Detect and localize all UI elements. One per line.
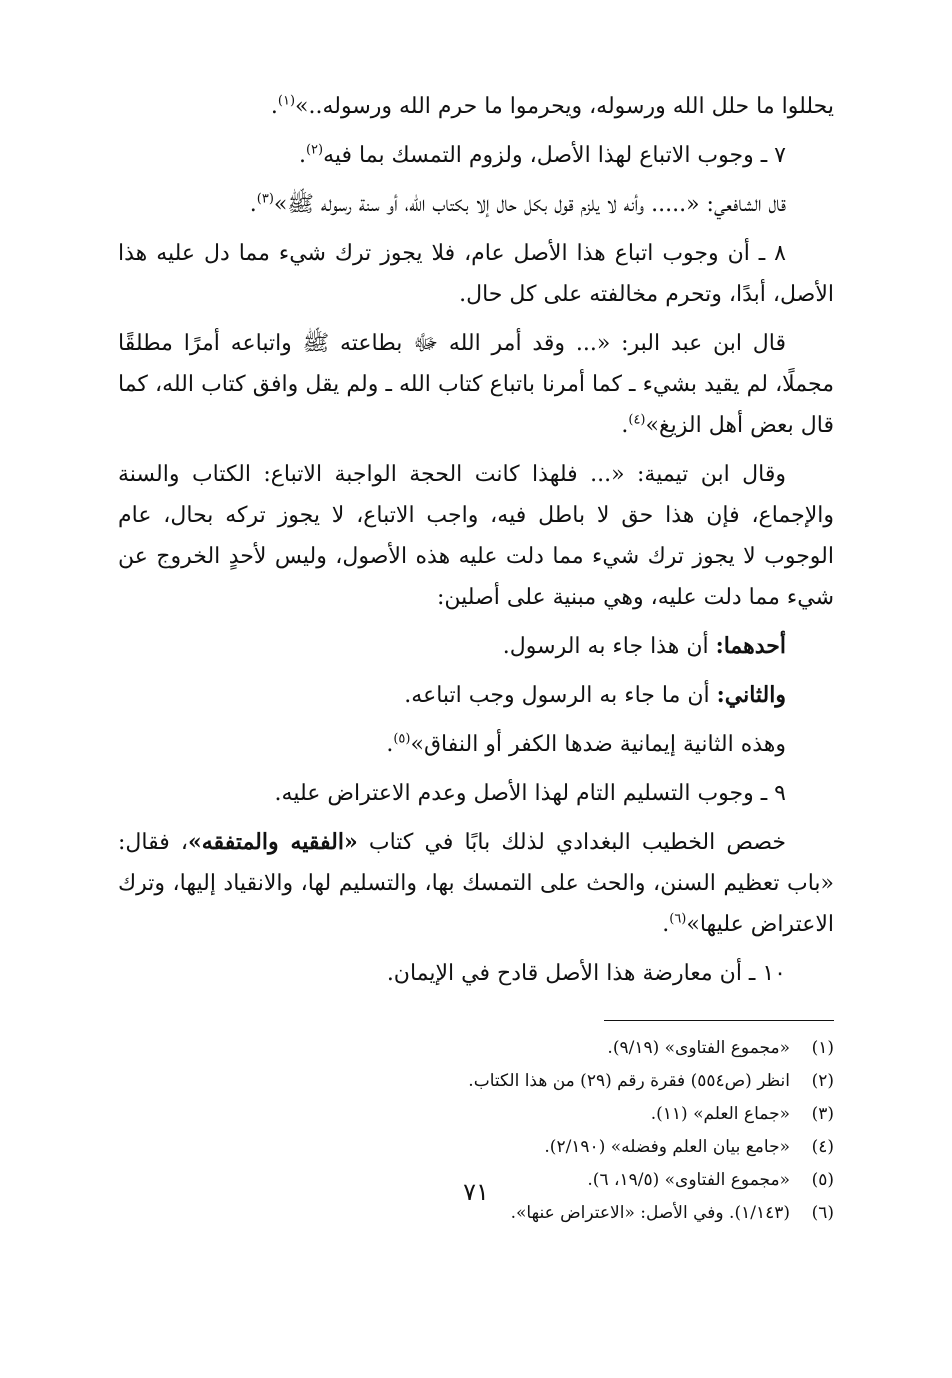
paragraph-1: يحللوا ما حلل الله ورسوله، ويحرموا ما حرم الله ورسوله..»$^{(١)}$. [270,93,834,119]
main-text [118,86,834,994]
footnote-ref-4[interactable]: (٤) [628,412,646,428]
footnote-ref-3[interactable]: (٣) [256,191,274,207]
footnote-ref-1[interactable]: (١) [277,93,296,109]
paragraph-ibn-abd-al-barr-quote: قال ابن عبد البر: «... وقد أمر الله ﷻ بطاعته ﷺ واتباعه أمرًا مطلقًا مجملًا، لم يقيد بشيء ـ كما أمرنا باتباع كتاب الله ـ ولم يقل وافق كتاب الله، كما قال بعض أهل الزيغ»$^{(٤)}$. [118,331,834,438]
paragraph-khatib-quote: خصص الخطيب البغدادي لذلك بابًا في كتاب «الفقيه والمتفقه»، فقال: «باب تعظيم السنن، والحث على التمسك بها، والتسليم لها، والانقياد إليها، وترك الاعتراض عليها»$^{(٦)}$. [118,829,834,937]
footnote-ref-6[interactable]: (٦) [669,911,687,927]
paragraph-point-9: ٩ ـ وجوب التسليم التام لهذا الأصل وعدم الاعتراض عليه. [274,781,786,806]
footnote-5: (٥) «مجموع الفتاوى» (١٩/٥، ٦). [587,1170,834,1190]
paragraph-point-10: ١٠ ـ أن معارضة هذا الأصل قادح في الإيمان. [386,961,786,986]
principle-second: والثاني: أن ما جاء به الرسول وجب اتباعه. [404,682,786,708]
paragraph-shafii-quote: قال الشافعي: «..... وأنه لا يلزم قول بكل حال إلا بكتاب الله، أو سنة رسوله ﷺ»$^{(٣)}$. [249,191,786,217]
paragraph-ibn-taymiyya-quote: وقال ابن تيمية: «... فلهذا كانت الحجة الواجبة الاتباع: الكتاب والسنة والإجماع، فإن هذا حق لا باطل فيه، واجب الاتباع، لا يجوز تركه بحال، عام الوجوب لا يجوز ترك شيء مما دلت عليه هذه الأصول، وليس لأحدٍ الخروج عن شيء مما دلت عليه، وهي مبنية على أصلين: [118,462,834,610]
footnote-6: (٦) (١/١٤٣). وفي الأصل: «الاعتراض عنها». [510,1203,834,1223]
paragraph-second-faith: وهذه الثانية إيمانية ضدها الكفر أو النفاق»$^{(٥)}$. [386,731,786,757]
footnote-2: (٢) انظر (ص٥٥٤) فقرة رقم (٢٩) من هذا الكتاب. [468,1071,834,1091]
footnote-1: (١) «مجموع الفتاوى» (٩/١٩). [607,1038,834,1058]
book-title: «الفقيه والمتفقه» [188,829,358,855]
footnote-ref-5[interactable]: (٥) [393,731,411,747]
footnote-4: (٤) «جامع بيان العلم وفضله» (٢/١٩٠). [544,1137,834,1157]
footnote-ref-2[interactable]: (٢) [305,142,324,158]
paragraph-point-7: ٧ ـ وجوب الاتباع لهذا الأصل، ولزوم التمسك بما فيه$^{(٢)}$. [298,142,786,168]
principle-first: أحدهما: أن هذا جاء به الرسول. [502,633,786,659]
page-number: ٧١ [463,1178,489,1206]
footnote-3: (٣) «جماع العلم» (١١). [650,1104,834,1124]
paragraph-point-8: ٨ ـ أن وجوب اتباع هذا الأصل عام، فلا يجوز ترك شيء مما دل عليه هذا الأصل، أبدًا، وتحرم مخالفته على كل حال. [118,241,834,307]
footnote-separator [604,1020,834,1021]
